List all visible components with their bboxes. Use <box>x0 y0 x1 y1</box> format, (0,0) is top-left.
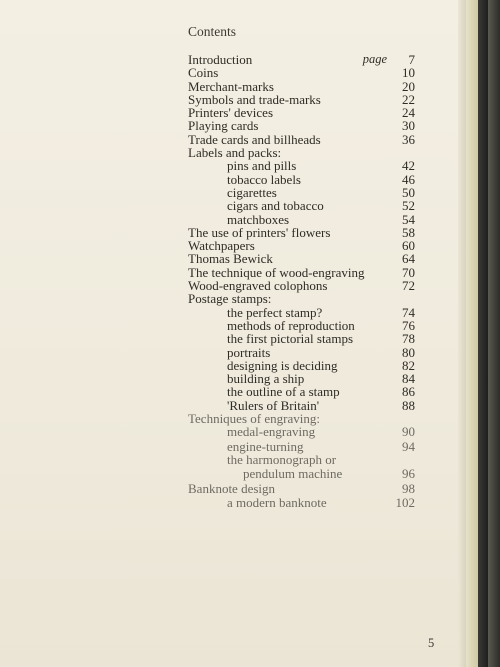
toc-entry-title: The use of printers' flowers <box>188 224 331 240</box>
toc-entry-page: 88 <box>402 397 415 413</box>
toc-entry <box>188 66 415 79</box>
toc-entry <box>188 266 415 279</box>
toc-entry <box>188 467 415 480</box>
toc-entry <box>188 346 415 359</box>
toc-entry <box>188 186 415 199</box>
toc-entry <box>188 319 415 332</box>
toc-entry-page: 82 <box>402 357 415 373</box>
toc-entry-title: Watchpapers <box>188 238 255 254</box>
page-column-label: page <box>362 52 387 66</box>
toc-entry <box>188 372 415 385</box>
toc-entry-title: Postage stamps: <box>188 291 272 307</box>
toc-entry-title: engine-turning <box>227 439 304 455</box>
contents-heading: Contents <box>188 24 237 39</box>
toc-entry-page: 10 <box>402 65 415 81</box>
toc-entry-page: 78 <box>402 331 415 347</box>
toc-entry-title: Labels and packs: <box>188 145 282 161</box>
toc-entry-title: Merchant-marks <box>188 78 274 94</box>
toc-entry <box>188 199 415 212</box>
toc-entry-title: 'Rulers of Britain' <box>227 397 320 413</box>
toc-entry <box>188 292 415 305</box>
toc-entry <box>188 425 415 438</box>
toc-entry-page: 60 <box>402 238 415 254</box>
toc-entry-title: The technique of wood-engraving <box>188 264 365 280</box>
toc-entry <box>188 252 415 265</box>
toc-entry <box>188 385 415 398</box>
toc-entry-title: cigars and tobacco <box>227 198 324 214</box>
toc-entry-page: 64 <box>402 251 415 267</box>
toc-entry <box>188 332 415 345</box>
toc-entry-page: 72 <box>402 278 415 294</box>
toc-entry-page: 80 <box>402 344 415 360</box>
toc-entry-title: a modern banknote <box>227 495 327 511</box>
toc-entry-page: 42 <box>402 158 415 174</box>
toc-entry-title: Techniques of engraving: <box>188 411 320 427</box>
page-edge <box>458 0 466 667</box>
toc-entry <box>188 159 415 172</box>
toc-entry-title: designing is deciding <box>227 357 338 373</box>
toc-entry-page: 96 <box>402 465 415 481</box>
toc-entry-page: 24 <box>402 105 415 121</box>
toc-entry-page: 46 <box>402 171 415 187</box>
toc-entry-title: methods of reproduction <box>227 317 355 333</box>
toc-entry-title: Coins <box>188 65 219 81</box>
toc-entry-title: Banknote design <box>188 480 276 496</box>
toc-entry-page: 54 <box>402 211 415 227</box>
toc-entry-title: the harmonograph or <box>227 452 337 468</box>
toc-entry <box>188 133 415 146</box>
toc-entry-page: 74 <box>402 304 415 320</box>
background-surface <box>488 0 500 667</box>
cover-edge <box>478 0 488 667</box>
toc-entry-page: 52 <box>402 198 415 214</box>
toc-entry-title: Wood-engraved colophons <box>188 278 328 294</box>
toc-entry <box>188 106 415 119</box>
toc-entry <box>188 119 415 132</box>
toc-entry-title: building a ship <box>227 371 305 387</box>
toc-entry-title: Printers' devices <box>188 105 274 121</box>
table-of-contents <box>188 53 415 510</box>
toc-entry-page: 102 <box>395 495 415 511</box>
toc-entry-title: the first pictorial stamps <box>227 331 354 347</box>
toc-entry <box>188 279 415 292</box>
toc-entry <box>188 80 415 93</box>
toc-entry-title: Symbols and trade-marks <box>188 91 321 107</box>
toc-entry-page: 58 <box>402 224 415 240</box>
toc-entry-page: 20 <box>402 78 415 94</box>
toc-entry-page: 70 <box>402 264 415 280</box>
toc-entry-title: pins and pills <box>227 158 297 174</box>
toc-entry <box>188 146 415 159</box>
toc-entry-title: matchboxes <box>227 211 290 227</box>
toc-entry-page: 36 <box>402 131 415 147</box>
toc-entry <box>188 359 415 372</box>
toc-entry-page: 76 <box>402 317 415 333</box>
toc-entry-page: 98 <box>402 480 415 496</box>
page-number: 5 <box>428 636 435 650</box>
toc-entry <box>188 53 415 66</box>
toc-entry <box>188 226 415 239</box>
toc-entry <box>188 213 415 226</box>
toc-entry-page: 84 <box>402 371 415 387</box>
toc-entry-title: cigarettes <box>227 184 277 200</box>
toc-entry-page: 22 <box>402 91 415 107</box>
toc-entry-page: 30 <box>402 118 415 134</box>
toc-entry <box>188 399 415 412</box>
toc-entry-title: pendulum machine <box>243 465 343 481</box>
toc-entry <box>188 93 415 106</box>
toc-entry <box>188 453 415 466</box>
toc-entry <box>188 440 415 453</box>
toc-entry-page: 86 <box>402 384 415 400</box>
toc-entry-title: portraits <box>227 344 271 360</box>
toc-entry-title: the outline of a stamp <box>227 384 340 400</box>
toc-entry <box>188 496 415 509</box>
toc-entry <box>188 239 415 252</box>
toc-entry <box>188 482 415 495</box>
toc-entry-page: 7 <box>408 52 415 67</box>
toc-entry <box>188 412 415 425</box>
toc-entry-title: Introduction <box>188 52 253 67</box>
toc-entry-title: Playing cards <box>188 118 259 134</box>
toc-entry-title: Thomas Bewick <box>188 251 273 267</box>
toc-entry-page: 94 <box>402 439 415 455</box>
toc-entry-title: the perfect stamp? <box>227 304 323 320</box>
toc-entry-page: 90 <box>402 424 415 440</box>
toc-entry <box>188 306 415 319</box>
page-stack-edge <box>466 0 478 667</box>
toc-entry-title: tobacco labels <box>227 171 301 187</box>
toc-entry-page: 50 <box>402 184 415 200</box>
toc-entry-title: medal-engraving <box>227 424 316 440</box>
toc-entry <box>188 173 415 186</box>
toc-entry-title: Trade cards and billheads <box>188 131 321 147</box>
